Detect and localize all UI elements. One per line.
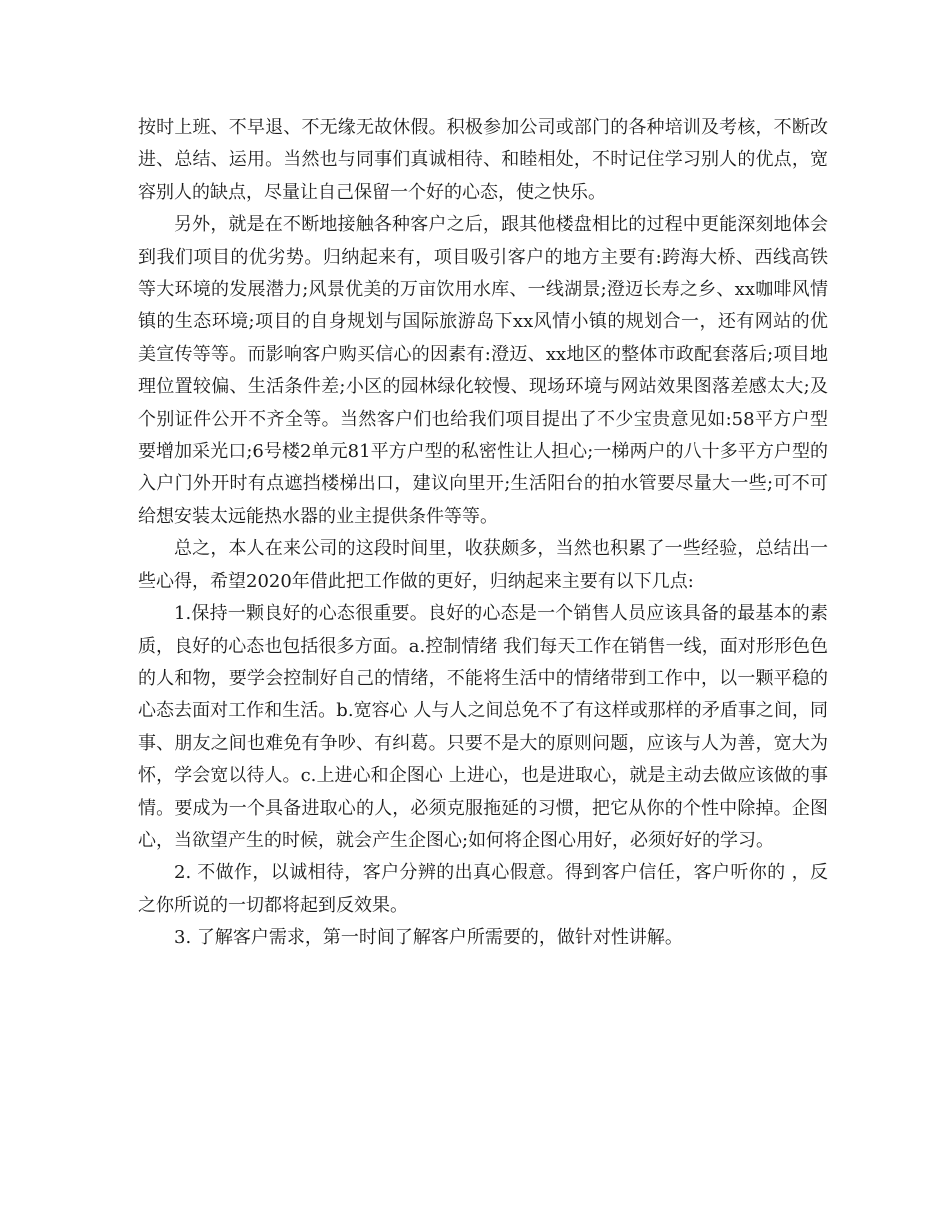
paragraph-work-attitude: 按时上班、不早退、不无缘无故休假。积极参加公司或部门的各种培训及考核，不断改进、总结、运用。当然也与同事们真诚相待、和睦相处，不时记住学习别人的优点，宽容别人的缺点，尽量让自己保留一个好的心态，使之快乐。 [138, 117, 828, 203]
paragraph-summary-intro: 总之，本人在来公司的这段时间里，收获颇多，当然也积累了一些经验，总结出一些心得，希望2020年借此把工作做的更好，归纳起来主要有以下几点: [138, 538, 828, 592]
paragraph-project-analysis: 另外，就是在不断地接触各种客户之后，跟其他楼盘相比的过程中更能深刻地体会到我们项目的优劣势。归纳起来有，项目吸引客户的地方主要有:跨海大桥、西线高铁等大环境的发展潜力;风景优美的万亩饮用水库、一线湖景;澄迈长寿之乡、xx咖啡风情镇的生态环境;项目的自身规划与国际旅游岛下xx风情小镇的规划合一，还有网站的优美宣传等等。而影响客户购买信心的因素有:澄迈、xx地区的整体市政配套落后;项目地理位置较偏、生活条件差;小区的园林绿化较慢、现场环境与网站效果图落差感太大;及个别证件公开不齐全等。当然客户们也给我们项目提出了不少宝贵意见如:58平方户型要增加采光口;6号楼2单元81平方户型的私密性让人担心;一梯两户的八十多平方户型的入户门外开时有点遮挡楼梯出口，建议向里开;生活阳台的拍水管要尽量大一些;可不可给想安装太远能热水器的业主提供条件等等。 [138, 214, 828, 527]
paragraph-point-2: 2. 不做作，以诚相待，客户分辨的出真心假意。得到客户信任，客户听你的 ，反之你所说的一切都将起到反效果。 [138, 862, 828, 916]
paragraph-point-3: 3. 了解客户需求，第一时间了解客户所需要的，做针对性讲解。 [174, 927, 683, 949]
document-body [138, 112, 828, 955]
paragraph-point-1: 1.保持一颗良好的心态很重要。良好的心态是一个销售人员应该具备的最基本的素质，良好的心态也包括很多方面。a.控制情绪 我们每天工作在销售一线，面对形形色色的人和物，要学会控制好自己的情绪，不能将生活中的情绪带到工作中，以一颗平稳的心态去面对工作和生活。b.宽容心 人与人之间总免不了有这样或那样的矛盾事之间，同事、朋友之间也难免有争吵、有纠葛。只要不是大的原则问题，应该与人为善，宽大为怀，学会宽以待人。c.上进心和企图心 上进心，也是进取心，就是主动去做应该做的事情。要成为一个具备进取心的人，必须克服拖延的习惯，把它从你的个性中除掉。企图心，当欲望产生的时候，就会产生企图心;如何将企图心用好，必须好好的学习。 [138, 603, 828, 851]
